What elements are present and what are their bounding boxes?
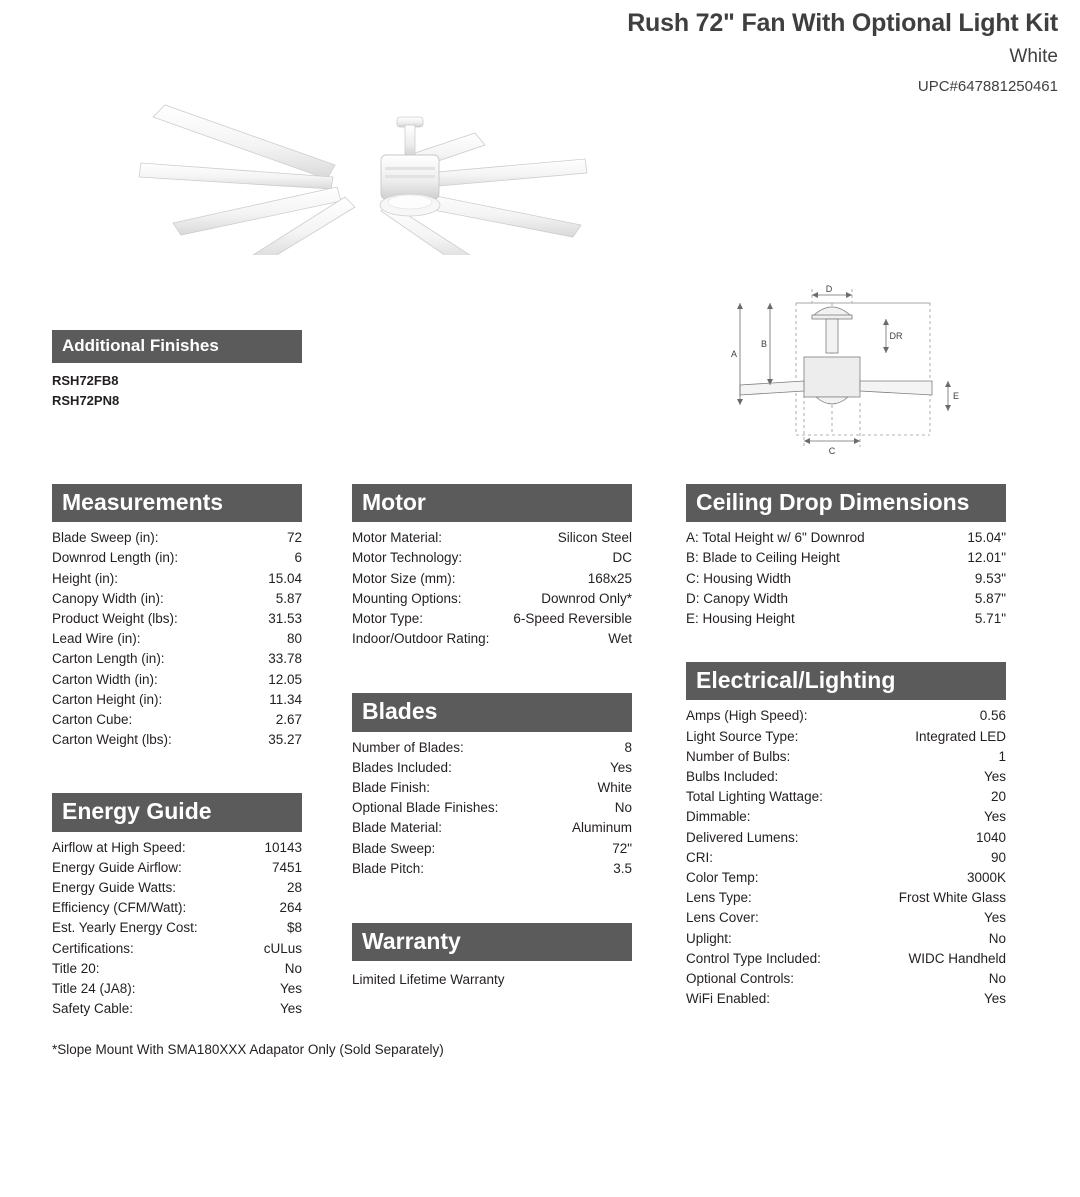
diagram-label-e: E bbox=[952, 391, 960, 401]
table-row bbox=[352, 839, 632, 859]
row-label: Indoor/Outdoor Rating: bbox=[352, 631, 490, 647]
table-row bbox=[52, 999, 302, 1019]
ceiling-fan-illustration bbox=[45, 55, 685, 255]
row-value: 12.01" bbox=[967, 550, 1006, 566]
table-row bbox=[686, 787, 1006, 807]
warranty-section bbox=[352, 923, 632, 990]
row-value: 2.67 bbox=[275, 711, 302, 727]
row-value: 90 bbox=[990, 849, 1006, 865]
table-row bbox=[352, 778, 632, 798]
left-column bbox=[52, 484, 302, 1019]
row-label: Motor Technology: bbox=[352, 550, 463, 566]
row-value: Silicon Steel bbox=[557, 530, 632, 546]
row-value: Yes bbox=[983, 768, 1006, 784]
table-row bbox=[52, 609, 302, 629]
table-row bbox=[352, 758, 632, 778]
table-row bbox=[52, 730, 302, 750]
table-row bbox=[352, 589, 632, 609]
row-label: D: Canopy Width bbox=[686, 590, 789, 606]
row-label: Color Temp: bbox=[686, 869, 759, 885]
table-row bbox=[52, 548, 302, 568]
row-value: No bbox=[614, 800, 632, 816]
ceiling-drop-diagram bbox=[700, 285, 1020, 460]
table-row bbox=[352, 818, 632, 838]
table-row bbox=[686, 807, 1006, 827]
row-label: Canopy Width (in): bbox=[52, 590, 164, 606]
row-value: Frost White Glass bbox=[898, 890, 1006, 906]
table-row bbox=[686, 828, 1006, 848]
row-value: 3.5 bbox=[613, 860, 632, 876]
table-row bbox=[52, 670, 302, 690]
table-row bbox=[52, 959, 302, 979]
table-row bbox=[686, 767, 1006, 787]
row-value: 11.34 bbox=[269, 691, 302, 707]
footnote: *Slope Mount With SMA180XXX Adapator Only (Sold Separately) bbox=[52, 1042, 444, 1057]
row-label: Est. Yearly Energy Cost: bbox=[52, 920, 198, 936]
table-row bbox=[52, 710, 302, 730]
table-row bbox=[686, 609, 1006, 629]
upc-code: UPC#647881250461 bbox=[917, 77, 1058, 95]
table-row bbox=[52, 858, 302, 878]
table-row bbox=[52, 918, 302, 938]
table-row bbox=[352, 798, 632, 818]
table-row bbox=[52, 528, 302, 548]
row-label: Product Weight (lbs): bbox=[52, 610, 178, 626]
row-value: Yes bbox=[609, 759, 632, 775]
table-row bbox=[686, 548, 1006, 568]
row-value: Wet bbox=[608, 631, 632, 647]
list-item: RSH72PN8 bbox=[52, 392, 120, 408]
row-label: Carton Weight (lbs): bbox=[52, 732, 172, 748]
row-label: Control Type Included: bbox=[686, 950, 821, 966]
blades-section bbox=[352, 693, 632, 879]
diagram-label-d: D bbox=[825, 285, 833, 294]
table-row bbox=[52, 629, 302, 649]
table-row bbox=[686, 989, 1006, 1009]
row-value: 9.53" bbox=[974, 570, 1006, 586]
measurements-rows bbox=[52, 528, 302, 750]
table-row bbox=[686, 569, 1006, 589]
row-label: Blade Pitch: bbox=[352, 860, 425, 876]
row-label: Light Source Type: bbox=[686, 728, 799, 744]
table-row bbox=[686, 589, 1006, 609]
row-value: Aluminum bbox=[571, 820, 632, 836]
table-row bbox=[686, 848, 1006, 868]
document-header bbox=[627, 8, 1058, 96]
row-label: Efficiency (CFM/Watt): bbox=[52, 900, 187, 916]
product-image bbox=[45, 55, 685, 255]
diagram-label-a: A bbox=[730, 349, 738, 359]
row-label: Lens Type: bbox=[686, 890, 752, 906]
diagram-label-dr: DR bbox=[889, 331, 903, 341]
row-label: C: Housing Width bbox=[686, 570, 792, 586]
blades-rows bbox=[352, 738, 632, 879]
ceiling-drop-heading: Ceiling Drop Dimensions bbox=[686, 484, 1006, 522]
row-label: Downrod Length (in): bbox=[52, 550, 179, 566]
measurements-heading: Measurements bbox=[52, 484, 302, 522]
table-row bbox=[352, 569, 632, 589]
electrical-lighting-rows bbox=[686, 706, 1006, 1009]
row-value: 264 bbox=[279, 900, 302, 916]
row-label: WiFi Enabled: bbox=[686, 991, 771, 1007]
row-label: Energy Guide Watts: bbox=[52, 879, 177, 895]
table-row bbox=[686, 706, 1006, 726]
row-value: 6 bbox=[294, 550, 302, 566]
table-row bbox=[686, 727, 1006, 747]
table-row bbox=[52, 589, 302, 609]
row-label: Delivered Lumens: bbox=[686, 829, 799, 845]
row-value: 15.04 bbox=[268, 570, 302, 586]
row-label: Carton Cube: bbox=[52, 711, 133, 727]
row-label: Carton Height (in): bbox=[52, 691, 163, 707]
row-value: 3000K bbox=[966, 869, 1006, 885]
row-value: 5.87 bbox=[275, 590, 302, 606]
row-label: Title 24 (JA8): bbox=[52, 980, 136, 996]
row-value: Integrated LED bbox=[915, 728, 1006, 744]
row-value: 0.56 bbox=[979, 708, 1006, 724]
electrical-lighting-heading: Electrical/Lighting bbox=[686, 662, 1006, 700]
product-finish-name: White bbox=[1009, 46, 1058, 67]
row-value: 7451 bbox=[271, 859, 302, 875]
row-value: White bbox=[597, 779, 632, 795]
list-item: RSH72FB8 bbox=[52, 372, 119, 388]
row-label: Total Lighting Wattage: bbox=[686, 789, 823, 805]
row-value: 33.78 bbox=[268, 651, 302, 667]
row-label: Amps (High Speed): bbox=[686, 708, 808, 724]
row-label: Motor Size (mm): bbox=[352, 570, 456, 586]
table-row bbox=[352, 528, 632, 548]
row-label: Certifications: bbox=[52, 940, 134, 956]
ceiling-drop-rows bbox=[686, 528, 1006, 629]
row-value: 168x25 bbox=[587, 570, 632, 586]
table-row bbox=[52, 878, 302, 898]
row-value: 72" bbox=[612, 840, 632, 856]
row-label: B: Blade to Ceiling Height bbox=[686, 550, 840, 566]
row-label: Bulbs Included: bbox=[686, 768, 779, 784]
table-row bbox=[686, 929, 1006, 949]
additional-finishes-list bbox=[52, 371, 302, 411]
row-label: Airflow at High Speed: bbox=[52, 839, 186, 855]
row-value: Yes bbox=[983, 991, 1006, 1007]
diagram-label-c: C bbox=[828, 446, 836, 456]
table-row bbox=[686, 888, 1006, 908]
page-title: Rush 72" Fan With Optional Light Kit bbox=[627, 9, 1058, 37]
row-label: Number of Bulbs: bbox=[686, 748, 791, 764]
table-row bbox=[686, 969, 1006, 989]
row-label: Lead Wire (in): bbox=[52, 631, 141, 647]
row-value: WIDC Handheld bbox=[908, 950, 1006, 966]
table-row bbox=[52, 649, 302, 669]
row-label: Lens Cover: bbox=[686, 910, 759, 926]
warranty-text: Limited Lifetime Warranty bbox=[352, 972, 505, 988]
table-row bbox=[352, 548, 632, 568]
row-label: Dimmable: bbox=[686, 809, 751, 825]
row-value: 80 bbox=[286, 631, 302, 647]
row-value: 1 bbox=[998, 748, 1006, 764]
row-value: No bbox=[988, 930, 1006, 946]
middle-column bbox=[352, 484, 632, 990]
row-label: Motor Type: bbox=[352, 610, 424, 626]
row-value: 31.53 bbox=[268, 610, 302, 626]
row-value: Yes bbox=[279, 1001, 302, 1017]
row-label: CRI: bbox=[686, 849, 713, 865]
row-value: Yes bbox=[983, 910, 1006, 926]
right-column bbox=[686, 484, 1006, 1009]
row-label: Optional Blade Finishes: bbox=[352, 800, 499, 816]
row-value: DC bbox=[612, 550, 632, 566]
warranty-heading: Warranty bbox=[352, 923, 632, 961]
row-label: Blade Material: bbox=[352, 820, 443, 836]
row-value: 6-Speed Reversible bbox=[513, 610, 632, 626]
row-value: 15.04" bbox=[967, 530, 1006, 546]
row-label: Height (in): bbox=[52, 570, 119, 586]
row-label: Blade Sweep: bbox=[352, 840, 436, 856]
row-label: Carton Width (in): bbox=[52, 671, 158, 687]
table-row bbox=[52, 838, 302, 858]
table-row bbox=[352, 629, 632, 649]
row-label: E: Housing Height bbox=[686, 610, 795, 626]
row-label: Blade Finish: bbox=[352, 779, 431, 795]
row-value: 12.05 bbox=[268, 671, 302, 687]
table-row bbox=[686, 528, 1006, 548]
row-label: Number of Blades: bbox=[352, 739, 464, 755]
motor-section bbox=[352, 484, 632, 649]
motor-rows bbox=[352, 528, 632, 649]
row-label: Uplight: bbox=[686, 930, 732, 946]
row-value: Yes bbox=[983, 809, 1006, 825]
dimension-diagram-svg bbox=[700, 285, 1020, 460]
blades-heading: Blades bbox=[352, 693, 632, 731]
additional-finishes-heading: Additional Finishes bbox=[52, 330, 302, 363]
table-row bbox=[686, 868, 1006, 888]
row-value: Yes bbox=[279, 980, 302, 996]
row-label: A: Total Height w/ 6" Downrod bbox=[686, 530, 865, 546]
measurements-section bbox=[52, 484, 302, 750]
row-value: 8 bbox=[624, 739, 632, 755]
row-value: 72 bbox=[286, 530, 302, 546]
row-value: cULus bbox=[263, 940, 302, 956]
row-label: Carton Length (in): bbox=[52, 651, 165, 667]
table-row bbox=[686, 908, 1006, 928]
row-value: 1040 bbox=[975, 829, 1006, 845]
row-value: 5.87" bbox=[974, 590, 1006, 606]
row-value: 28 bbox=[286, 879, 302, 895]
row-value: No bbox=[284, 960, 302, 976]
additional-finishes-section bbox=[52, 330, 302, 411]
table-row bbox=[52, 898, 302, 918]
diagram-label-b: B bbox=[760, 339, 768, 349]
table-row bbox=[52, 690, 302, 710]
row-label: Energy Guide Airflow: bbox=[52, 859, 182, 875]
row-value: 10143 bbox=[264, 839, 302, 855]
row-label: Motor Material: bbox=[352, 530, 443, 546]
row-value: 35.27 bbox=[268, 732, 302, 748]
row-value: 5.71" bbox=[974, 610, 1006, 626]
energy-guide-heading: Energy Guide bbox=[52, 793, 302, 831]
table-row bbox=[52, 939, 302, 959]
row-label: Blades Included: bbox=[352, 759, 452, 775]
row-value: Downrod Only* bbox=[541, 590, 632, 606]
motor-heading: Motor bbox=[352, 484, 632, 522]
table-row bbox=[352, 609, 632, 629]
row-label: Title 20: bbox=[52, 960, 100, 976]
table-row bbox=[352, 738, 632, 758]
table-row bbox=[686, 949, 1006, 969]
table-row bbox=[52, 569, 302, 589]
table-row bbox=[686, 747, 1006, 767]
ceiling-drop-section bbox=[686, 484, 1006, 629]
row-label: Safety Cable: bbox=[52, 1001, 134, 1017]
energy-guide-section bbox=[52, 793, 302, 1019]
table-row bbox=[352, 859, 632, 879]
row-value: No bbox=[988, 970, 1006, 986]
row-value: 20 bbox=[990, 789, 1006, 805]
row-label: Blade Sweep (in): bbox=[52, 530, 159, 546]
row-label: Mounting Options: bbox=[352, 590, 462, 606]
electrical-lighting-section bbox=[686, 662, 1006, 1009]
energy-guide-rows bbox=[52, 838, 302, 1020]
table-row bbox=[52, 979, 302, 999]
row-label: Optional Controls: bbox=[686, 970, 795, 986]
row-value: $8 bbox=[286, 920, 302, 936]
